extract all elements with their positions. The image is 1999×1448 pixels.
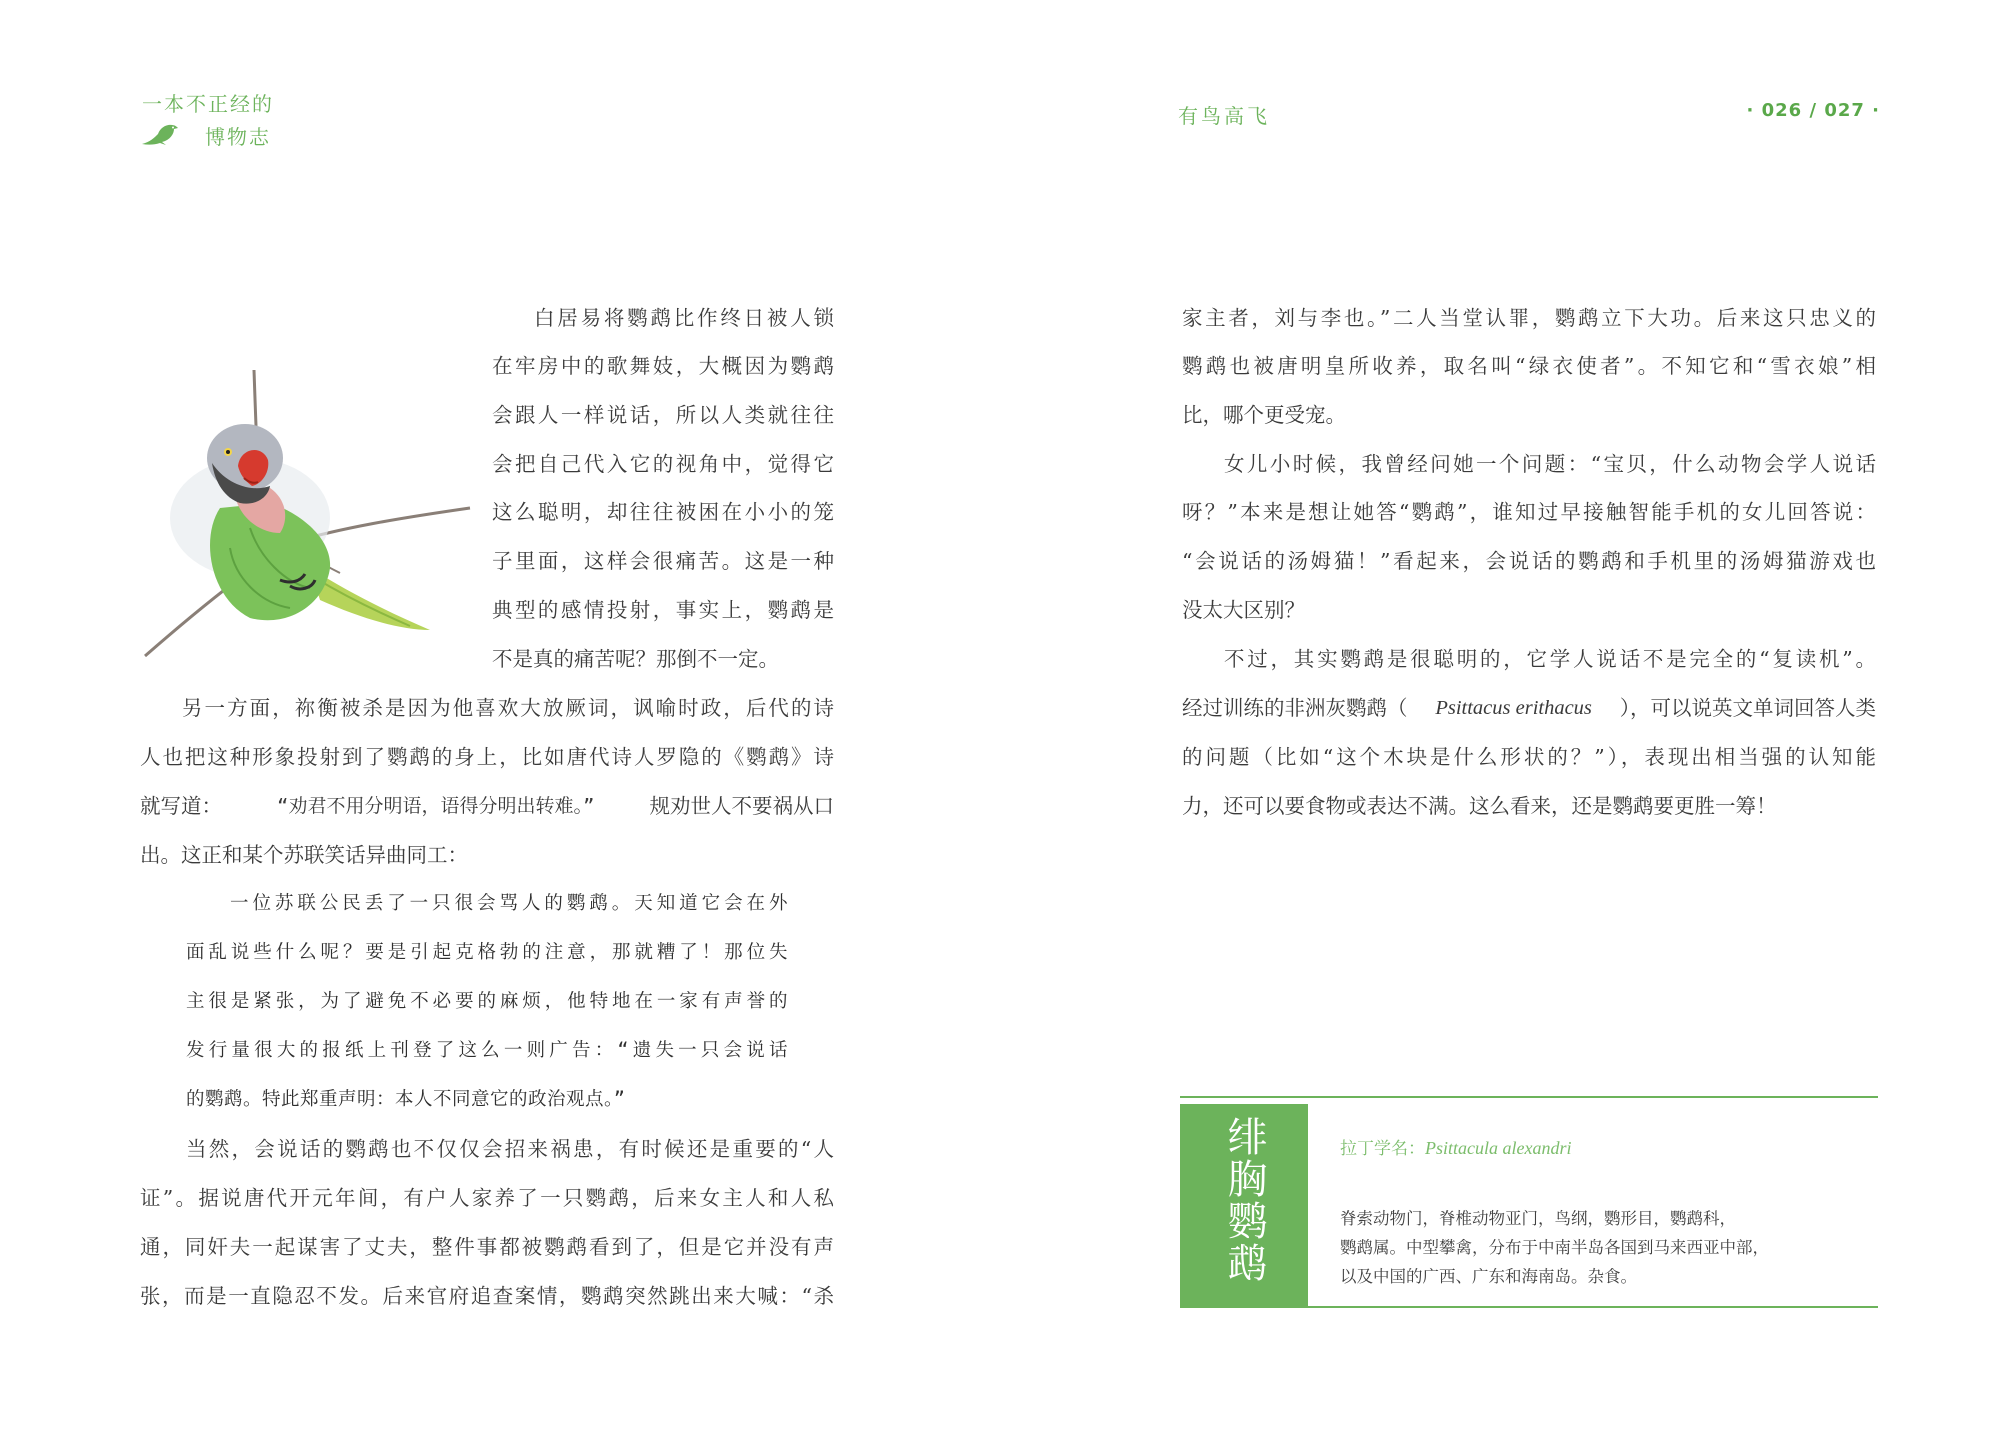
bird-logo-icon — [140, 118, 180, 146]
text-line: 在牢房中的歌舞妓，大概因为鹦鹉 — [492, 354, 834, 378]
species-name-box — [1180, 1104, 1308, 1306]
text-line: 会跟人一样说话，所以人类就往往 — [492, 403, 834, 427]
poem-quote: “劝君不用分明语，语得分明出转难。” — [277, 795, 595, 817]
text-line: 呀？”本来是想让她答“鹦鹉”，谁知过早接触智能手机的女儿回答说： — [1182, 500, 1876, 524]
text-line: 比，哪个更受宠。 — [1182, 403, 1346, 427]
species-name: 绯胸鹦鹉 — [1221, 1116, 1267, 1284]
text-line: 人也把这种形象投射到了鹦鹉的身上，比如唐代诗人罗隐的《鹦鹉》诗 — [140, 745, 834, 769]
text-line: 力，还可以要食物或表达不满。这么看来，还是鹦鹉要更胜一筹！ — [1182, 794, 1777, 818]
text-fragment: 规劝世人不要祸从口 — [649, 794, 834, 818]
text-line: 典型的感情投射，事实上，鹦鹉是 — [492, 598, 834, 622]
text-line: 白居易将鹦鹉比作终日被人锁 — [534, 306, 834, 330]
chapter-title: 有鸟高飞 — [1178, 104, 1270, 128]
page-numbers: · 026 / 027 · — [1746, 100, 1880, 121]
text-fragment: 就写道： — [140, 794, 222, 818]
text-line-with-poem — [140, 792, 834, 820]
latin-name: Psittacus erithacus — [1435, 697, 1592, 719]
species-description-line: 以及中国的广西、广东和海南岛。杂食。 — [1340, 1267, 1637, 1286]
latin-name: Psittacula alexandri — [1425, 1138, 1572, 1158]
text-fragment: 经过训练的非洲灰鹦鹉（ — [1182, 696, 1408, 720]
species-description-line: 脊索动物门，脊椎动物亚门，鸟纲，鹦形目，鹦鹉科， — [1340, 1209, 1736, 1228]
text-line: 不是真的痛苦呢？那倒不一定。 — [492, 647, 779, 671]
quote-line: 一位苏联公民丢了一只很会骂人的鹦鹉。天知道它会在外 — [230, 893, 788, 914]
quote-line: 主很是紧张，为了避免不必要的麻烦，他特地在一家有声誉的 — [186, 991, 788, 1012]
text-line: 鹦鹉也被唐明皇所收养，取名叫“绿衣使者”。不知它和“雪衣娘”相 — [1182, 354, 1876, 378]
text-fragment: ），可以说英文单词回答人类 — [1619, 696, 1876, 720]
species-description-line: 鹦鹉属。中型攀禽，分布于中南半岛各国到马来西亚中部， — [1340, 1238, 1769, 1257]
latin-label: 拉丁学名： — [1340, 1139, 1425, 1159]
text-line: 这么聪明，却往往被困在小小的笼 — [492, 500, 834, 524]
text-line: 家主者，刘与李也。”二人当堂认罪，鹦鹉立下大功。后来这只忠义的 — [1182, 306, 1876, 330]
text-line: “会说话的汤姆猫！”看起来，会说话的鹦鹉和手机里的汤姆猫游戏也 — [1182, 549, 1876, 573]
text-line: 当然，会说话的鹦鹉也不仅仅会招来祸患，有时候还是重要的“人 — [186, 1137, 834, 1161]
text-line: 的问题（比如“这个木块是什么形状的？”），表现出相当强的认知能 — [1182, 745, 1876, 769]
card-top-rule — [1180, 1096, 1878, 1098]
quote-line: 发行量很大的报纸上刊登了这么一则广告：“遗失一只会说话 — [186, 1040, 788, 1061]
text-line: 子里面，这样会很痛苦。这是一种 — [492, 549, 834, 573]
card-bottom-rule — [1180, 1306, 1878, 1308]
species-card — [1180, 1096, 1878, 1308]
text-line: 出。这正和某个苏联笑话异曲同工： — [140, 843, 468, 867]
text-line: 没太大区别？ — [1182, 598, 1305, 622]
text-line: 通，同奸夫一起谋害了丈夫，整件事都被鹦鹉看到了，但是它并没有声 — [140, 1235, 834, 1259]
text-line: 张，而是一直隐忍不发。后来官府追查案情，鹦鹉突然跳出来大喊：“杀 — [140, 1284, 834, 1308]
text-line: 证”。据说唐代开元年间，有户人家养了一只鹦鹉，后来女主人和人私 — [140, 1186, 834, 1210]
book-title-line1: 一本不正经的 — [142, 92, 274, 116]
quote-line: 的鹦鹉。特此郑重声明：本人不同意它的政治观点。” — [186, 1089, 626, 1110]
book-title-line2: 博物志 — [205, 125, 271, 149]
text-line: 不过，其实鹦鹉是很聪明的，它学人说话不是完全的“复读机”。 — [1224, 647, 1876, 671]
quote-line: 面乱说些什么呢？要是引起克格勃的注意，那就糟了！那位失 — [186, 942, 788, 963]
parrot-illustration — [140, 368, 480, 668]
text-line: 会把自己代入它的视角中，觉得它 — [492, 452, 834, 476]
species-latin-row — [1340, 1134, 1571, 1159]
text-line: 另一方面，祢衡被杀是因为他喜欢大放厥词，讽喻时政，后代的诗 — [182, 696, 834, 720]
text-line: 女儿小时候，我曾经问她一个问题：“宝贝，什么动物会学人说话 — [1224, 452, 1876, 476]
text-line-with-latin — [1182, 694, 1876, 722]
